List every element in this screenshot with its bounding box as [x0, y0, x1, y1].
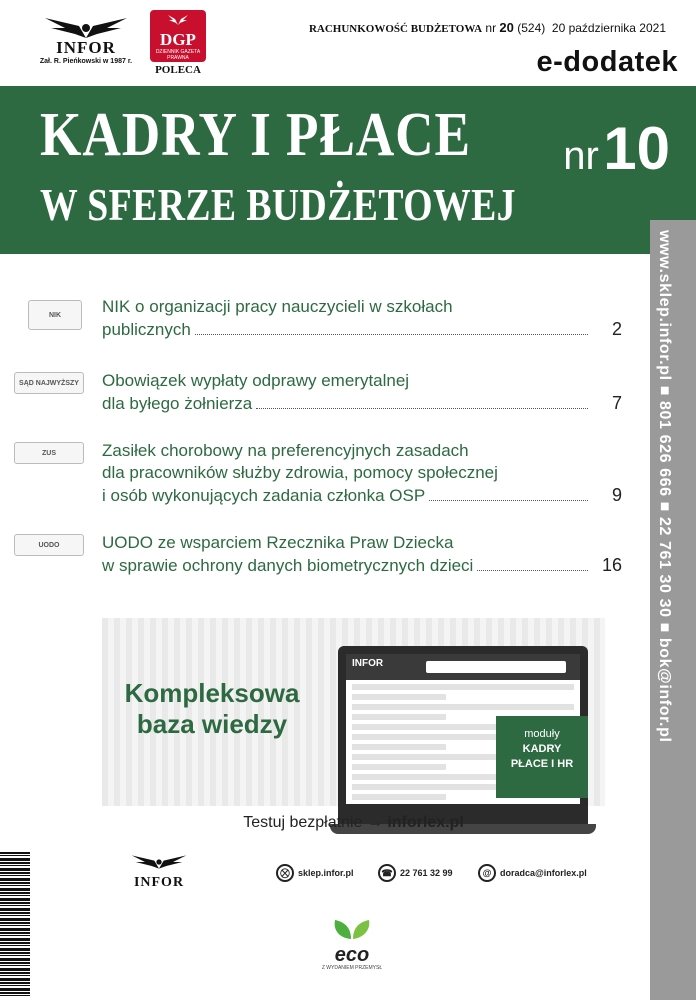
- phone-icon: ☎: [378, 864, 396, 882]
- issue-number-value: 10: [603, 115, 670, 182]
- toc-line: publicznych: [102, 320, 191, 339]
- toc-entry-text: [102, 532, 622, 577]
- nr-value: 20: [499, 20, 514, 35]
- top-header: [0, 0, 696, 86]
- uodo-logo-icon: UODO: [14, 534, 84, 556]
- screen-row: [352, 684, 574, 690]
- toc-line: dla pracowników służby zdrowia, pomocy społecznej: [102, 463, 498, 482]
- screen-row: [352, 714, 446, 720]
- footer-infor-wordmark: INFOR: [133, 875, 185, 890]
- issue-number: [563, 114, 670, 183]
- supplement-label: e-dodatek: [536, 46, 678, 78]
- dgp-fullname: DZIENNIK GAZETA PRAWNA: [155, 49, 201, 61]
- toc-line: UODO ze wsparciem Rzecznika Praw Dziecka: [102, 533, 454, 552]
- infor-wordmark: INFOR: [56, 38, 116, 57]
- issue-date: 20 października 2021: [551, 21, 666, 35]
- toc-page-number: 9: [611, 485, 622, 505]
- toc-leader: [429, 500, 588, 501]
- toc-line: Obowiązek wypłaty odprawy emerytalnej: [102, 371, 410, 390]
- eco-logo: [316, 918, 388, 982]
- infor-logo[interactable]: [38, 16, 134, 76]
- dgp-logo[interactable]: [150, 10, 206, 78]
- eco-subtitle: Z WYDANIEM PRZEMYSŁ: [321, 965, 383, 971]
- nik-logo-icon: NIK: [28, 300, 82, 330]
- nr-label: nr: [485, 21, 497, 35]
- nr-total: (524): [517, 21, 546, 35]
- contact-shop[interactable]: [276, 864, 354, 882]
- toc-last-line: [102, 484, 622, 507]
- title-banner: [0, 86, 696, 254]
- dgp-badge: [150, 10, 206, 62]
- dgp-poleca: POLECA: [155, 64, 201, 76]
- advert-headline: [122, 678, 302, 740]
- advert-headline-line: Kompleksowa: [124, 678, 300, 708]
- toc-page-number: 7: [611, 393, 622, 413]
- modules-label: moduły: [524, 728, 560, 740]
- inforlex-link[interactable]: inforlex.pl: [387, 814, 464, 831]
- leaf-icon: [329, 918, 375, 940]
- modules-badge: [496, 716, 588, 798]
- eco-wordmark: eco: [334, 944, 370, 966]
- zus-logo-icon: ZUS: [14, 442, 84, 464]
- eagle-icon: [41, 16, 131, 40]
- toc-page-number: 2: [611, 319, 622, 339]
- advert-footer: [102, 850, 605, 892]
- dgp-eagle-icon: [168, 14, 188, 26]
- title-line-2: W SFERZE BUDŻETOWEJ: [40, 179, 516, 230]
- side-contact-text: www.sklep.infor.pl ■ 801 626 666 ■ 22 761 30 30 ■ bok@infor.pl: [656, 230, 673, 743]
- toc-line: i osób wykonujących zadania członka OSP: [102, 486, 426, 505]
- contact-phone-text: 22 761 32 99: [400, 868, 453, 878]
- toc-entry-text: [102, 296, 622, 341]
- toc-entry-text: [102, 370, 622, 415]
- toc-line: NIK o organizacji pracy nauczycieli w szkołach: [102, 297, 453, 316]
- infor-tagline: Zał. R. Pieńkowski w 1987 r.: [39, 58, 133, 65]
- title-line-1: KADRY I PŁACE: [40, 101, 471, 169]
- toc-page-number: 16: [601, 555, 622, 575]
- screen-row: [352, 704, 574, 710]
- screen-search-icon: [426, 661, 566, 673]
- toc-entry-text: [102, 440, 622, 507]
- issue-line: [309, 20, 666, 35]
- try-free-line[interactable]: [102, 814, 605, 832]
- advert-headline-line: baza wiedzy: [136, 709, 288, 739]
- inforlex-advert[interactable]: [102, 618, 605, 898]
- contact-phone[interactable]: [378, 864, 453, 882]
- toc-leader: [256, 408, 588, 409]
- toc-line: dla byłego żołnierza: [102, 394, 253, 413]
- toc-last-line: [102, 554, 622, 577]
- screen-header: [346, 654, 580, 680]
- contact-email-text: doradca@inforlex.pl: [500, 868, 587, 878]
- toc-last-line: [102, 392, 622, 415]
- module-kadry: KADRY: [522, 743, 562, 755]
- toc-last-line: [102, 318, 622, 341]
- cart-icon: ⛒: [276, 864, 294, 882]
- toc-leader: [477, 570, 588, 571]
- publication-name: RACHUNKOWOŚĆ BUDŻETOWA: [308, 23, 483, 35]
- try-free-text: Testuj bezpłatnie →: [243, 814, 383, 831]
- screen-brand: INFOR: [352, 658, 384, 669]
- toc-line: Zasiłek chorobowy na preferencyjnych zasadach: [102, 441, 469, 460]
- court-logo-icon: SĄD NAJWYŻSZY: [14, 372, 84, 394]
- module-place: PŁACE I HR: [510, 758, 574, 770]
- screen-row: [352, 794, 446, 800]
- screen-row: [352, 694, 446, 700]
- toc-line: w sprawie ochrony danych biometrycznych dzieci: [102, 556, 474, 575]
- dgp-wordmark: DGP: [160, 30, 196, 49]
- issue-number-label: nr: [563, 134, 599, 178]
- footer-infor-logo: [124, 854, 194, 891]
- toc-leader: [195, 334, 588, 335]
- email-icon: @: [478, 864, 496, 882]
- screen-row: [352, 744, 446, 750]
- contact-email[interactable]: [478, 864, 587, 882]
- barcode: [0, 852, 30, 998]
- eagle-icon: [127, 854, 191, 870]
- screen-row: [352, 764, 446, 770]
- contact-shop-text: sklep.infor.pl: [298, 868, 354, 878]
